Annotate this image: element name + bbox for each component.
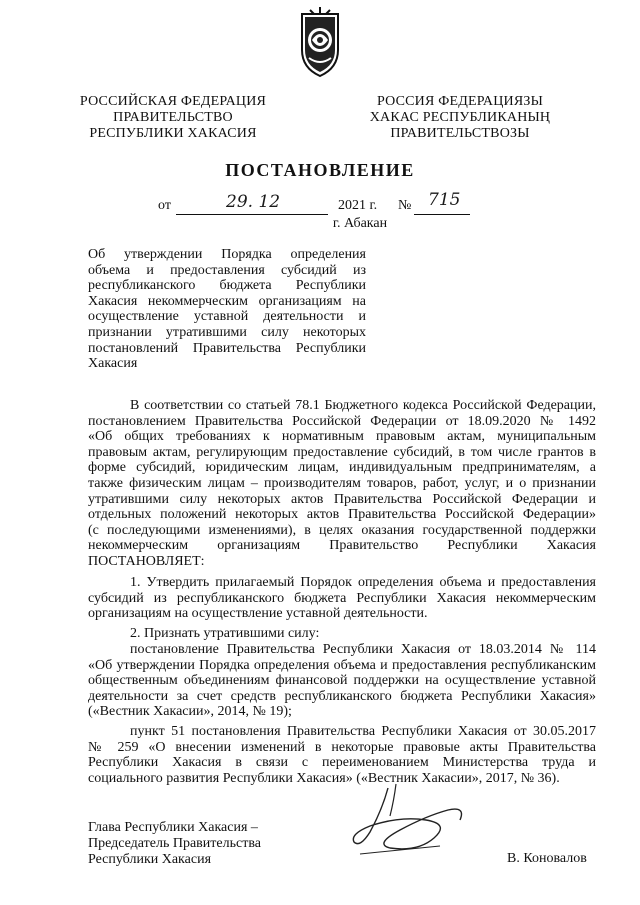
preamble-line: В соответствии со статьей 78.1 Бюджетного кодекса Российской Федерации, — [130, 398, 596, 413]
document-title: ПОСТАНОВЛЕНИЕ — [225, 160, 415, 180]
header-right-line: РОССИЯ ФЕДЕРАЦИЯЗЫ — [376, 94, 544, 109]
item-2b — [88, 724, 596, 786]
item-2b-line: социального развития Республики Хакасия» («Вестник Хакасии», 2017, № 36). — [88, 770, 560, 786]
signature-title-line: Республики Хакасия — [88, 852, 212, 867]
subject-line: Хакасия — [88, 356, 138, 372]
subject-line: республиканского бюджета Республики — [88, 278, 366, 294]
header-left-line: ПРАВИТЕЛЬСТВО — [113, 110, 233, 125]
number-label: № — [398, 198, 412, 213]
subject-line: объема и предоставления субсидий из — [88, 262, 366, 278]
handwritten-signature — [330, 780, 480, 870]
preamble-line: ПОСТАНОВЛЯЕТ: — [88, 553, 205, 569]
signatory-name: В. Коновалов — [507, 851, 587, 866]
preamble-line: правовым актам, регулирующим предоставление субсидий, в том числе грантов в — [88, 444, 596, 460]
subject-line: признании утратившими силу некоторых — [88, 324, 366, 340]
signature-block — [88, 820, 261, 868]
decree-subject — [88, 247, 366, 372]
item-2a-line: деятельности за счет средств республиканского бюджета Республики Хакасия» — [88, 688, 596, 704]
item-1-line: организациям на осуществление уставной деятельности. — [88, 606, 428, 622]
preamble-line: постановлением Правительства Российской Федерации от 18.09.2020 № 1492 — [88, 413, 596, 429]
subject-line: Хакасия некоммерческим организациям на — [88, 293, 366, 309]
date-year: 2021 г. — [338, 198, 378, 213]
item-2 — [88, 626, 596, 642]
header-left-line: РОССИЙСКАЯ ФЕДЕРАЦИЯ — [79, 94, 267, 109]
preamble-line: также физическим лицам – производителям товаров, работ, услуг, и о признании — [88, 475, 596, 491]
handwritten-date: 29. 12 — [226, 192, 281, 212]
handwritten-number: 715 — [428, 190, 461, 210]
preamble-line: «Об общих требованиях к нормативным правовым актам, муниципальным — [88, 429, 596, 445]
item-1-line: субсидий из республиканского бюджета Республики Хакасия некоммерческим — [88, 590, 596, 606]
header-right-line: ХАКАС РЕСПУБЛИКАНЫҢ — [369, 110, 551, 125]
preamble-line: отдельных положений некоторых актов Правительства Российской Федерации» — [88, 507, 596, 523]
preamble-line: утратившими силу некоторых актов Правительства Российской Федерации и — [88, 491, 596, 507]
item-2a-line: («Вестник Хакасии», 2014, № 19); — [88, 704, 292, 720]
date-from-label: от — [158, 198, 171, 213]
subject-line: Об утверждении Порядка определения — [88, 247, 366, 262]
header-right — [355, 94, 565, 142]
preamble — [88, 398, 596, 570]
item-1 — [88, 575, 596, 622]
signature-title-line: Председатель Правительства — [88, 836, 261, 851]
subject-line: постановлений Правительства Республики — [88, 340, 366, 356]
subject-line: осуществление уставной деятельности и — [88, 309, 366, 325]
item-2a-line: «Об утверждении Порядка определения объема и предоставления республиканским — [88, 657, 596, 673]
item-2b-line: № 259 «О внесении изменений в некоторые правовые акты Правительства — [88, 739, 596, 755]
item-2b-line: пункт 51 постановления Правительства Республики Хакасия от 30.05.2017 — [130, 724, 596, 739]
header-left-line: РЕСПУБЛИКИ ХАКАСИЯ — [89, 126, 257, 141]
coat-of-arms-emblem — [296, 6, 344, 78]
item-2b-line: Республики Хакасия в связи с переименованием Министерства труда и — [88, 755, 596, 771]
preamble-line: (с последующими изменениями), в целях оказания государственной поддержки — [88, 522, 596, 538]
item-2a-line: общественным объединениям финансовой поддержки на осуществление уставной — [88, 673, 596, 689]
city: г. Абакан — [332, 216, 388, 231]
preamble-line: форме субсидий, юридическим лицам, индивидуальным предпринимателям, а — [88, 460, 596, 476]
header-right-line: ПРАВИТЕЛЬСТВОЗЫ — [390, 126, 530, 141]
item-2-heading: 2. Признать утратившими силу: — [130, 626, 320, 641]
item-2a-line: постановление Правительства Республики Хакасия от 18.03.2014 № 114 — [130, 642, 596, 657]
item-2a — [88, 642, 596, 720]
signature-title-line: Глава Республики Хакасия – — [88, 820, 258, 835]
preamble-line: некоммерческим организациям Правительство Республики Хакасия — [88, 538, 596, 554]
item-1-line: 1. Утвердить прилагаемый Порядок определения объема и предоставления — [130, 575, 596, 590]
header-left — [78, 94, 268, 142]
